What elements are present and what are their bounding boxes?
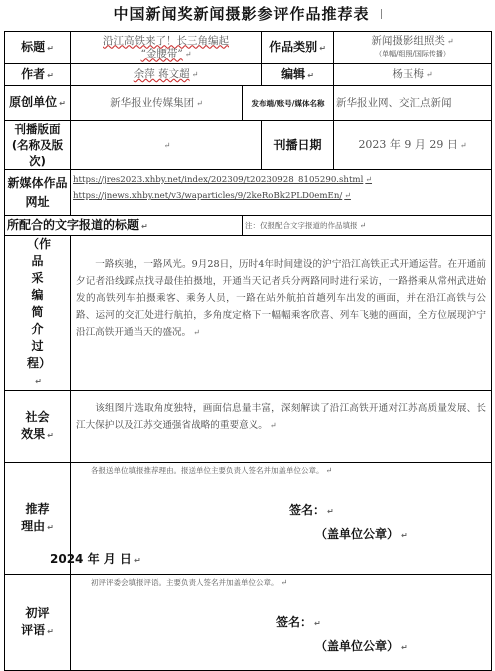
row-title: [5, 32, 492, 64]
value-related-text-note: 注：仅报配合文字报道的作品填报 ↵: [243, 216, 492, 236]
value-title[interactable]: 沿江高铁来了！长三角编起 “金腰带” ↵: [71, 32, 262, 64]
row-urls: [5, 170, 492, 216]
label-related-text: 所配合的文字报道的标题 ↵: [5, 216, 243, 236]
url-link-2[interactable]: https://jnews.xhby.net/v3/waparticles/9/2keRoBk2PLD0emEn/ ↵: [73, 191, 351, 201]
value-author[interactable]: 余萍 蒋文超 ↵: [71, 64, 262, 86]
row-related-text: [5, 216, 492, 236]
value-category[interactable]: 新闻摄影组照类 ↵ （单幅/组照/国际传播）: [334, 32, 492, 64]
label-process: （作品采编简介过程）↵: [5, 236, 71, 391]
value-recommend[interactable]: [50, 463, 492, 575]
review-signature: 签名： ↵: [276, 615, 321, 629]
recommend-signature: 签名： ↵: [289, 503, 334, 517]
value-editor[interactable]: 杨玉梅 ↵: [334, 64, 492, 86]
label-effect: 社会效果 ↵: [5, 391, 71, 463]
label-issue-date: 刊播日期: [262, 121, 334, 170]
row-author: [5, 64, 492, 86]
value-process[interactable]: 一路疾驰，一路风光。9月28日，历时4年时间建设的沪宁沿江高铁正式开通运营。在开通前夕记者沿线踩点找寻最佳拍摄地，开通当天记者兵分两路同时进行采访，一路搭乘从常州武进始发的高铁列车拍摄乘客、乘务人员，一路在站外航拍首趟列车出发的画面，并在沿江高铁与公路、运河的交汇处进行航拍，多角度定格下一幅幅乘客欣喜、列车飞驰的画面，全方位展现沪宁沿江高铁开通当天的盛况。 ↵: [71, 236, 492, 391]
row-review: [5, 575, 492, 671]
value-issue-page[interactable]: ↵: [71, 121, 262, 170]
recommend-note: 各报送单位填报推荐理由。报送单位主要负责人签名并加盖单位公章。 ↵: [91, 466, 333, 475]
label-title: 标题 ↵: [5, 32, 71, 64]
label-publish-carrier: 发布端/账号/媒体名称: [243, 86, 334, 121]
label-new-media-url: 新媒体作品网址: [5, 170, 71, 216]
value-original-unit[interactable]: 新华报业传媒集团 ↵: [71, 86, 243, 121]
label-author: 作者 ↵: [5, 64, 71, 86]
review-seal: （盖单位公章） ↵: [315, 639, 408, 653]
label-category: 作品类别 ↵: [262, 32, 334, 64]
value-review[interactable]: [71, 575, 492, 671]
row-issue: [5, 121, 492, 170]
label-editor: 编辑 ↵: [262, 64, 334, 86]
value-effect[interactable]: 该组图片选取角度独特，画面信息量丰富，深刻解读了沿江高铁开通对江苏高质量发展、长江大保护以及江苏交通强省战略的重要意义。 ↵: [71, 391, 492, 463]
label-issue-page: 刊播版面 (名称及版次): [5, 121, 71, 170]
label-recommend-reason: 推荐理由 ↵: [5, 463, 71, 575]
recommend-seal: （盖单位公章） ↵: [315, 527, 408, 541]
row-process: [5, 236, 492, 391]
label-first-review: 初评评语 ↵: [5, 575, 71, 671]
recommend-date: 2024 年 月 日 ↵: [50, 552, 141, 566]
recommendation-form: [4, 31, 492, 671]
review-note: 初评评委会填报评语。主要负责人签名并加盖单位公章。 ↵: [91, 578, 288, 587]
label-original-unit: 原创单位 ↵: [5, 86, 71, 121]
row-unit: [5, 86, 492, 121]
row-effect: [5, 391, 492, 463]
form-title: 中国新闻奖新闻摄影参评作品推荐表: [0, 3, 495, 25]
row-recommend: [5, 463, 492, 575]
url-link-1[interactable]: https://jres2023.xhby.net/index/202309/t20230928_8105290.shtml ↵: [73, 175, 373, 185]
value-urls: [71, 170, 492, 216]
value-issue-date[interactable]: 2023 年 9 月 29 日 ↵: [334, 121, 492, 170]
value-publish-carrier[interactable]: 新华报业网、交汇点新闻: [334, 86, 492, 121]
cursor-mark: [372, 9, 382, 19]
